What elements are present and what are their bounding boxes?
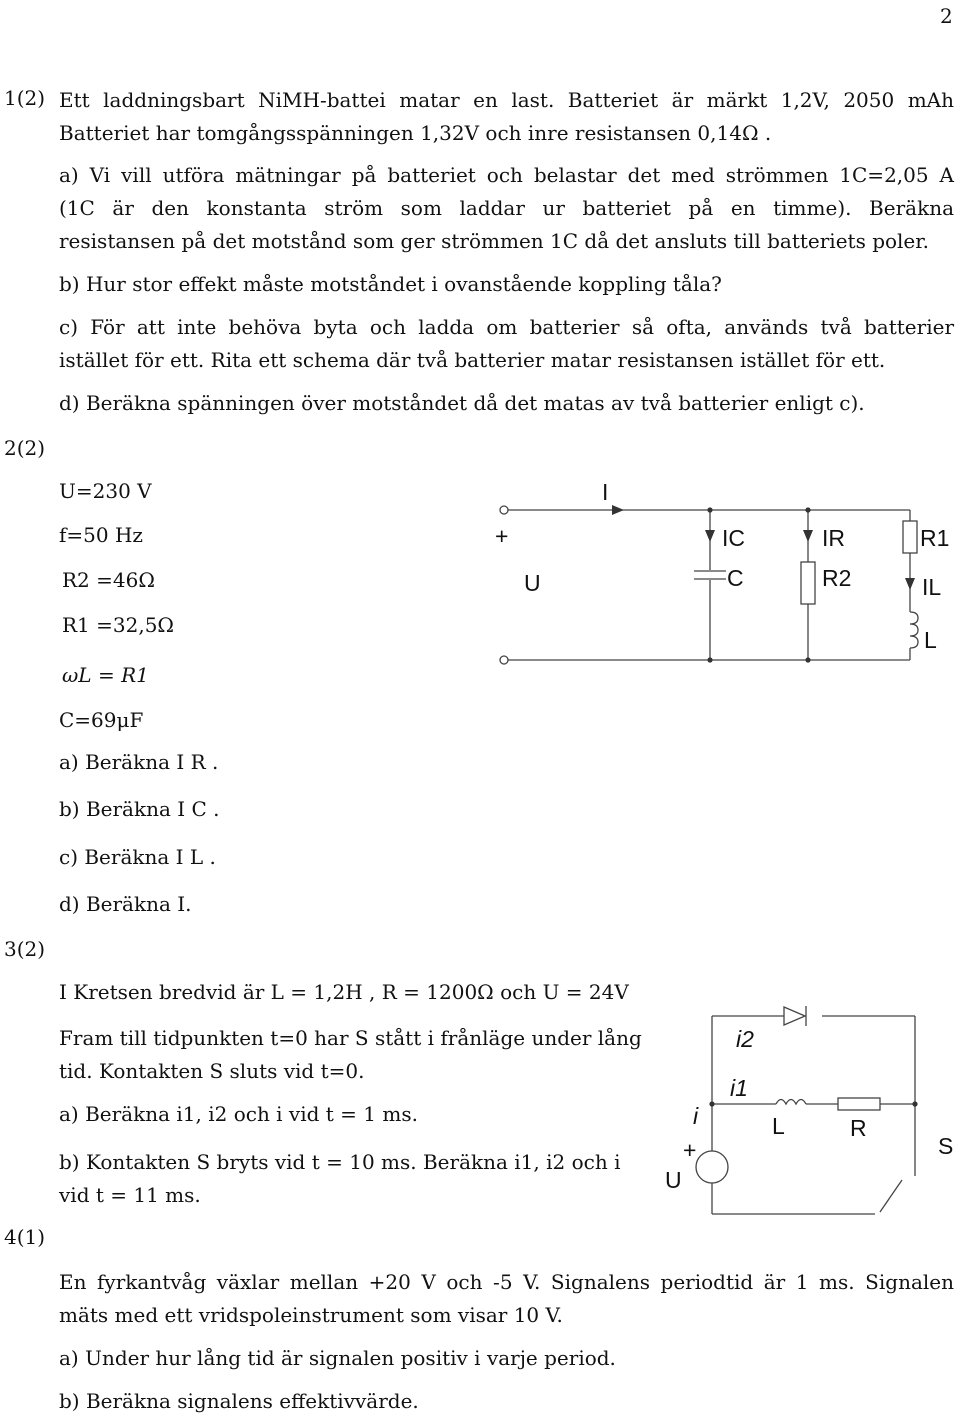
page-number: 2 xyxy=(940,4,953,28)
label-i2: i2 xyxy=(736,1026,754,1052)
label-r1: R1 xyxy=(920,525,950,551)
question-4b: b) Beräkna signalens effektivvärde. xyxy=(59,1389,419,1413)
problem-4-line-2: mäts med ett vridspoleinstrument som visar 10 V. xyxy=(59,1303,563,1327)
problem-1a-line-2: (1C är den konstanta ström som laddar ur batteriet på en timme). Beräkna xyxy=(59,196,954,220)
label-i-total: I xyxy=(602,479,609,505)
problem-3-intro: I Kretsen bredvid är L = 1,2H , R = 1200Ω och U = 24V xyxy=(59,980,629,1004)
problem-2-number: 2(2) xyxy=(4,436,46,460)
label-plus: + xyxy=(495,523,509,549)
junction-dot xyxy=(709,1101,714,1106)
label-l: L xyxy=(924,627,937,653)
given-r2: R2 =46Ω xyxy=(62,568,155,592)
label-il: IL xyxy=(922,574,942,600)
problem-1-line-2: Batteriet har tomgångsspänningen 1,32V och inre resistansen 0,14Ω . xyxy=(59,121,772,145)
question-2b: b) Beräkna I C . xyxy=(59,797,220,821)
problem-3-text-2: tid. Kontakten S sluts vid t=0. xyxy=(59,1059,365,1083)
label-s-switch: S xyxy=(938,1133,954,1159)
current-arrow-icon xyxy=(905,578,915,590)
problem-3-number: 3(2) xyxy=(4,937,46,961)
junction-dot xyxy=(912,1101,917,1106)
junction-dot xyxy=(805,507,810,512)
label-i: i xyxy=(693,1103,699,1129)
question-3a: a) Beräkna i1, i2 och i vid t = 1 ms. xyxy=(59,1102,418,1126)
current-arrow-icon xyxy=(803,530,813,542)
problem-4-number: 4(1) xyxy=(4,1225,46,1249)
label-u-source: U xyxy=(665,1167,682,1193)
label-ic: IC xyxy=(722,525,745,551)
problem-1a-line-1: a) Vi vill utföra mätningar på batteriet och belastar det med strömmen 1C=2,05 A xyxy=(59,163,954,187)
given-r1: R1 =32,5Ω xyxy=(62,613,175,637)
current-arrow-icon xyxy=(612,505,624,515)
junction-dot xyxy=(707,507,712,512)
given-frequency: f=50 Hz xyxy=(59,523,143,547)
problem-1-line-1: Ett laddningsbart NiMH-battei matar en last. Batteriet är märkt 1,2V, 2050 mAh xyxy=(59,88,954,112)
question-3b-line-1: b) Kontakten S bryts vid t = 10 ms. Beräkna i1, i2 och i xyxy=(59,1150,621,1174)
junction-dot xyxy=(707,657,712,662)
problem-1c-line-1: c) För att inte behöva byta och ladda om batterier så ofta, används två batterier xyxy=(59,315,954,339)
problem-4-line-1: En fyrkantvåg växlar mellan +20 V och -5 V. Signalens periodtid är 1 ms. Signalen xyxy=(59,1270,954,1294)
label-r2: R2 xyxy=(822,565,852,591)
question-2a: a) Beräkna I R . xyxy=(59,750,219,774)
label-l-inductor: L xyxy=(772,1113,785,1139)
problem-1-number: 1(2) xyxy=(4,86,46,110)
label-u: U xyxy=(524,570,541,596)
label-r-resistor: R xyxy=(850,1115,867,1141)
problem-1c-line-2: istället för ett. Rita ett schema där två batterier matar resistansen istället för ett. xyxy=(59,348,886,372)
question-2d: d) Beräkna I. xyxy=(59,892,192,916)
circuit-diagram-3 xyxy=(696,1016,915,1214)
given-omega-l: ωL = R1 xyxy=(62,663,149,687)
given-voltage: U=230 V xyxy=(59,479,152,503)
problem-3-text-1: Fram till tidpunkten t=0 har S stått i frånläge under lång xyxy=(59,1026,642,1050)
question-4a: a) Under hur lång tid är signalen positiv i varje period. xyxy=(59,1346,616,1370)
problem-1a-line-3: resistansen på det motstånd som ger strömmen 1C då det ansluts till batteriets poler. xyxy=(59,229,929,253)
problem-1b: b) Hur stor effekt måste motståndet i ovanstående koppling tåla? xyxy=(59,272,722,296)
junction-dot xyxy=(805,657,810,662)
label-ir: IR xyxy=(822,525,845,551)
problem-1d: d) Beräkna spänningen över motståndet då det matas av två batterier enligt c). xyxy=(59,391,865,415)
label-i1: i1 xyxy=(730,1075,748,1101)
label-plus-source: + xyxy=(683,1137,697,1163)
question-2c: c) Beräkna I L . xyxy=(59,845,216,869)
diode-icon xyxy=(784,1007,805,1025)
label-c: C xyxy=(727,565,744,591)
question-3b-line-2: vid t = 11 ms. xyxy=(59,1183,201,1207)
given-capacitance: C=69μF xyxy=(59,708,144,732)
current-arrow-icon xyxy=(705,530,715,542)
